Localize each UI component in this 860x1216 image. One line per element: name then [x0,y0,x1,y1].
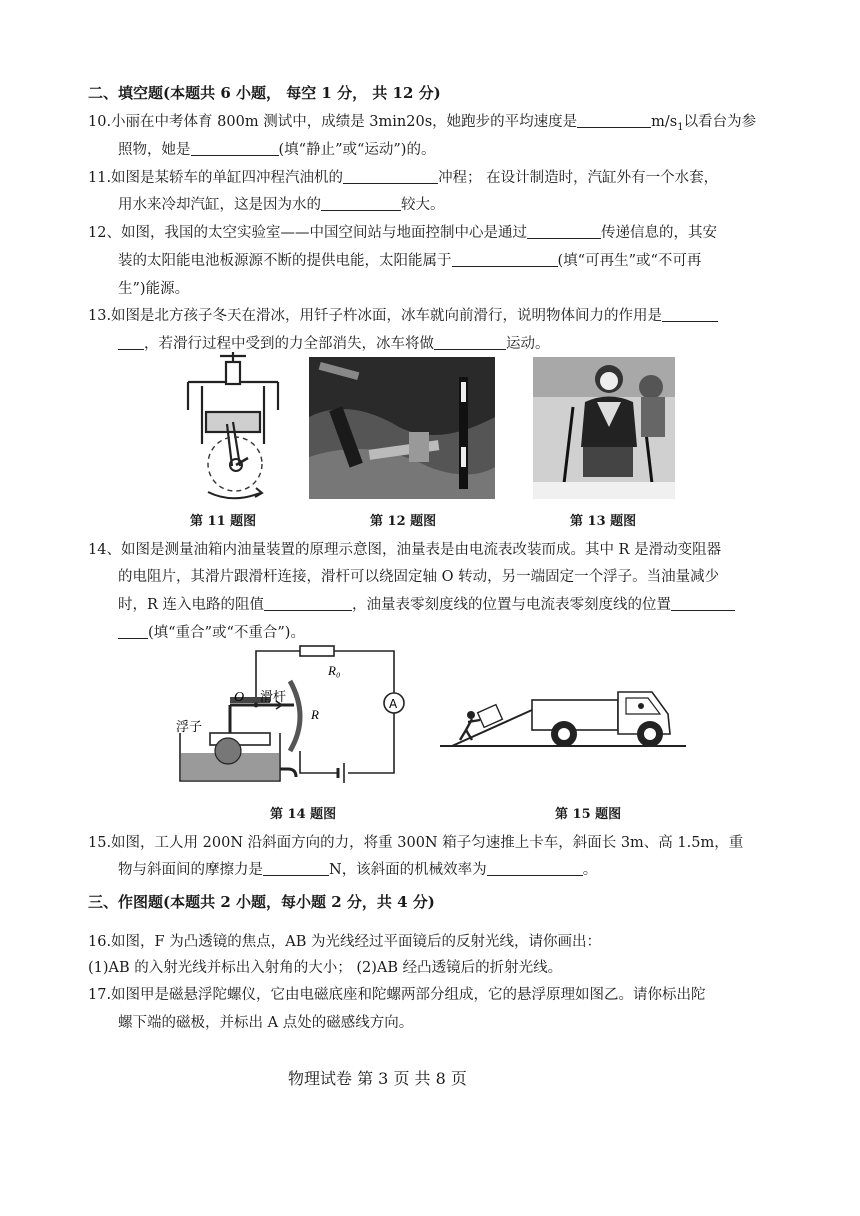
answer-blank[interactable] [264,596,352,611]
q10-text-c: 以看台为参 [683,114,757,130]
q12-text-d: (填“可再生”或“不可再 [557,253,702,269]
q14-text-a: 时，R 连入电路的阻值 [118,597,265,613]
answer-blank[interactable] [191,141,279,156]
answer-blank[interactable] [527,224,601,239]
q13-text-a: 13.如图是北方孩子冬天在滑冰，用钎子杵冰面，冰车就向前滑行，说明物体间力的作用是 [88,308,663,324]
ice-sled-photo [533,357,675,499]
answer-blank[interactable] [321,196,401,211]
space-station-photo [309,357,495,499]
q15-text-c: 。 [582,862,598,878]
question-12-line-1 [88,223,717,243]
figure-14-caption: 第 14 题图 [270,807,337,822]
question-15-line-2 [118,860,597,880]
answer-blank[interactable] [343,169,438,184]
q13-text-c: 运动。 [506,336,550,352]
figure-11-caption: 第 11 题图 [190,514,257,529]
q12-text-b: 传递信息的，其安 [600,225,717,241]
truck-ramp-figure [438,678,688,768]
question-14-line-2: 的电阻片，其滑片跟滑杆连接，滑杆可以绕固定轴 O 转动，另一端固定一个浮子。当油量减少 [118,569,720,585]
answer-blank[interactable] [118,624,148,639]
question-14-line-4 [118,623,305,643]
figure-13-caption: 第 13 题图 [570,514,637,529]
figure-15-caption: 第 15 题图 [555,807,622,822]
label-r: R [311,707,319,722]
label-rod: 滑杆 [260,690,287,705]
question-14-line-3 [118,595,735,615]
q10-text-a: 10.小丽在中考体育 800m 测试中，成绩是 3min20s，她跑步的平均速度是 [88,114,578,130]
engine-diagram-figure [180,352,290,508]
q15-text-a: 物与斜面间的摩擦力是 [118,862,263,878]
answer-blank[interactable] [434,335,506,350]
q12-text-a: 12、如图，我国的太空实验室——中国空间站与地面控制中心是通过 [88,225,527,241]
question-10-line-2 [118,140,435,160]
q15-text-b: N，该斜面的机械效率为 [329,862,487,878]
question-17-line-1: 17.如图甲是磁悬浮陀螺仪，它由电磁底座和陀螺两部分组成，它的悬浮原理如图乙。请你标出陀 [88,987,706,1003]
question-13-line-1 [88,306,718,326]
q13-text-b: ，若滑行过程中受到的力全部消失，冰车将做 [144,336,434,352]
q10-subscript: 1 [677,121,684,133]
label-r0: R₀ [328,663,341,678]
answer-blank[interactable] [662,307,718,322]
answer-blank[interactable] [263,861,329,876]
q11-text-b: 冲程； 在设计制造时，汽缸外有一个水套， [438,170,719,186]
q11-text-c: 用水来冷却汽缸，这是因为水的 [118,197,321,213]
answer-blank[interactable] [577,113,651,128]
question-12-line-2 [118,251,701,271]
question-14-line-1: 14、如图是测量油箱内油量装置的原理示意图，油量表是由电流表改装而成。其中 R 是滑动变阻器 [88,542,722,558]
question-13-line-2 [118,334,550,354]
q10-unit: m/s [651,114,678,130]
q10-text-e: (填“静止”或“运动”)的。 [278,142,436,158]
question-16-line-1: 16.如图，F 为凸透镜的焦点，AB 为光线经过平面镜后的反射光线，请你画出： [88,934,601,950]
question-10-line-1 [88,112,756,138]
question-15-line-1: 15.如图，工人用 200N 沿斜面方向的力，将重 300N 箱子匀速推上卡车，斜面长 3m、高 1.5m，重 [88,835,744,851]
label-float: 浮子 [176,720,203,735]
question-12-line-3: 生”)能源。 [118,281,190,297]
q11-text-d: 较大。 [401,197,445,213]
question-16-line-2: (1)AB 的入射光线并标出入射角的大小； (2)AB 经凸透镜后的折射光线。 [88,960,563,976]
section-3-heading: 三、作图题(本题共 2 小题，每小题 2 分，共 4 分) [88,893,435,911]
question-17-line-2: 螺下端的磁极，并标出 A 点处的磁感线方向。 [118,1015,414,1031]
page-footer: 物理试卷 第 3 页 共 8 页 [288,1069,467,1088]
section-2-heading: 二、填空题(本题共 6 小题， 每空 1 分， 共 12 分) [88,84,441,102]
oil-gauge-circuit-figure [170,645,420,790]
figure-12-caption: 第 12 题图 [370,514,437,529]
q12-text-c: 装的太阳能电池板源源不断的提供电能，太阳能属于 [118,253,452,269]
q11-text-a: 11.如图是某轿车的单缸四冲程汽油机的 [88,170,344,186]
answer-blank[interactable] [671,596,735,611]
q10-text-d: 照物，她是 [118,142,191,158]
answer-blank[interactable] [452,252,558,267]
answer-blank[interactable] [487,861,583,876]
question-11-line-2 [118,195,445,215]
q14-text-b: ，油量表零刻度线的位置与电流表零刻度线的位置 [352,597,672,613]
ammeter-label: A [389,697,398,711]
question-11-line-1 [88,168,718,188]
label-o: O [234,690,245,705]
q14-text-c: (填“重合”或“不重合”)。 [148,625,305,641]
answer-blank[interactable] [118,335,144,350]
